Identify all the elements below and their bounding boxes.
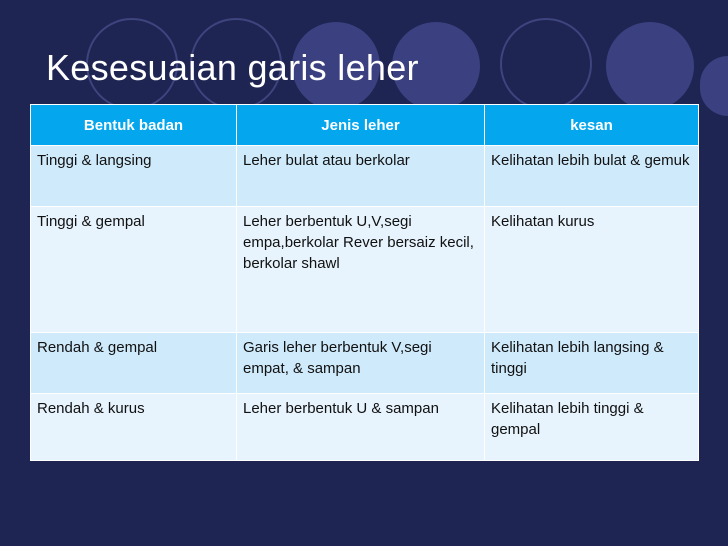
header-body-shape: Bentuk badan xyxy=(31,105,237,146)
decorative-circle-outline xyxy=(500,18,592,110)
table-header-row xyxy=(31,105,699,146)
cell-body-shape: Tinggi & gempal xyxy=(31,207,237,333)
cell-neck-type: Leher bulat atau berkolar xyxy=(237,146,485,207)
cell-neck-type: Leher berbentuk U & sampan xyxy=(237,394,485,461)
cell-body-shape: Rendah & gempal xyxy=(31,333,237,394)
cell-effect: Kelihatan lebih langsing & tinggi xyxy=(485,333,699,394)
cell-body-shape: Rendah & kurus xyxy=(31,394,237,461)
cell-neck-type: Leher berbentuk U,V,segi empa,berkolar Rever bersaiz kecil, berkolar shawl xyxy=(237,207,485,333)
neckline-table xyxy=(30,104,699,461)
table-row xyxy=(31,146,699,207)
cell-effect: Kelihatan lebih bulat & gemuk xyxy=(485,146,699,207)
slide-title: Kesesuaian garis leher xyxy=(46,47,419,88)
table-row xyxy=(31,394,699,461)
table-row xyxy=(31,333,699,394)
cell-effect: Kelihatan kurus xyxy=(485,207,699,333)
header-effect: kesan xyxy=(485,105,699,146)
cell-effect: Kelihatan lebih tinggi & gempal xyxy=(485,394,699,461)
decorative-circle-filled xyxy=(606,22,694,110)
header-neck-type: Jenis leher xyxy=(237,105,485,146)
cell-body-shape: Tinggi & langsing xyxy=(31,146,237,207)
table-row xyxy=(31,207,699,333)
cell-neck-type: Garis leher berbentuk V,segi empat, & sampan xyxy=(237,333,485,394)
decorative-circle-partial xyxy=(700,56,728,116)
